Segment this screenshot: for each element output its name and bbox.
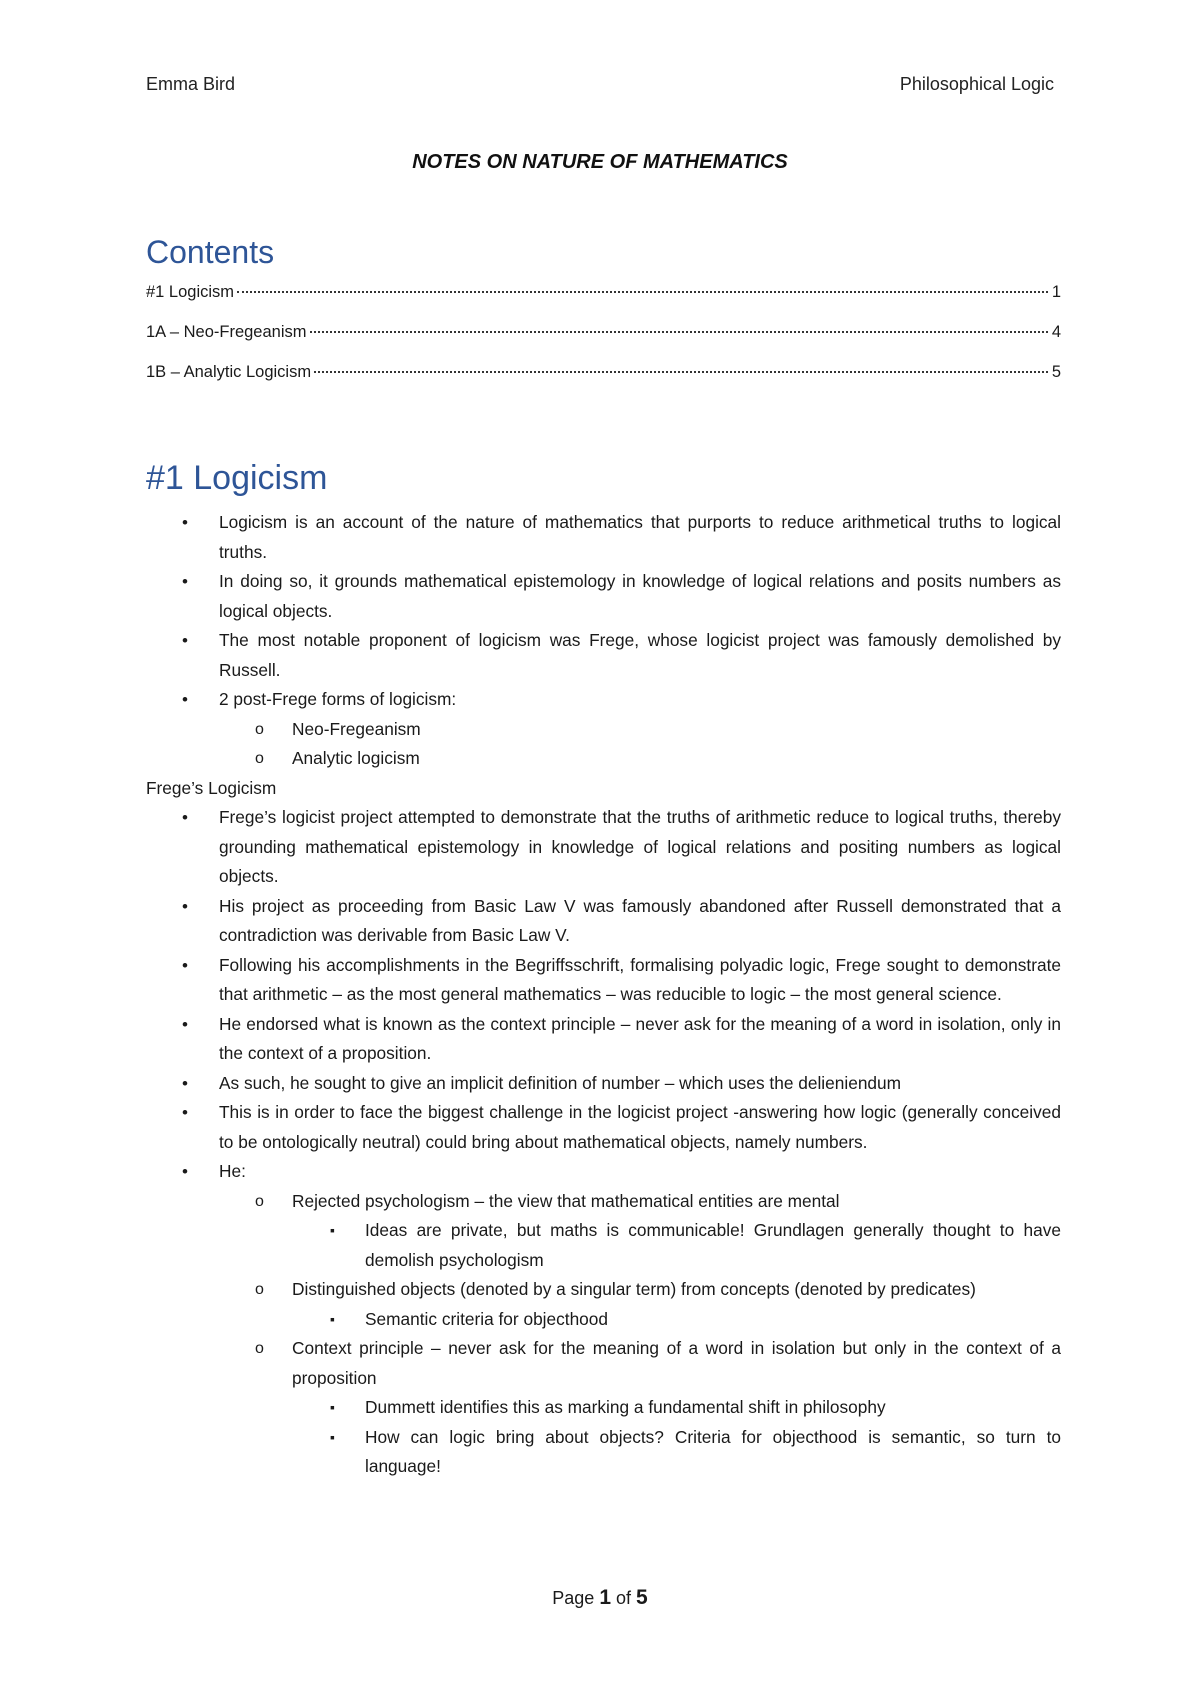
document-body [146, 232, 1061, 1482]
toc-leader-dots [237, 291, 1048, 293]
list-item: • The most notable proponent of logicism was Frege, whose logicist project was famously demolished by Russell. [146, 626, 1061, 685]
list-item: • Following his accomplishments in the Begriffsschrift, formalising polyadic logic, Frege sought to demonstrate that arithmetic – as the most general mathematics – was reducible to logic – the most general science. [146, 951, 1061, 1010]
list-item: • Logicism is an account of the nature of mathematics that purports to reduce arithmetical truths to logical truths. [146, 508, 1061, 567]
list-item [146, 685, 1061, 774]
list-item-text: Rejected psychologism – the view that mathematical entities are mental [292, 1190, 840, 1211]
list-item: ▪ How can logic bring about objects? Criteria for objecthood is semantic, so turn to language! [365, 1423, 1061, 1482]
list-item [292, 1275, 1061, 1334]
list-item-text: 2 post-Frege forms of logicism: [219, 689, 457, 709]
list-item: • As such, he sought to give an implicit definition of number – which uses the delieniendum [146, 1069, 1061, 1099]
nested-list [365, 1216, 1061, 1275]
list-item: • Frege’s logicist project attempted to demonstrate that the truths of arithmetic reduce to logical truths, thereby grounding mathematical epistemology in knowledge of logical relations and positing numbers as logical objects. [146, 803, 1061, 892]
footer-total-pages: 5 [636, 1586, 648, 1609]
list-item: • He endorsed what is known as the context principle – never ask for the meaning of a word in isolation, only in the context of a proposition. [146, 1010, 1061, 1069]
section-heading-logicism: #1 Logicism [146, 459, 328, 497]
he-sublist [292, 1187, 1061, 1482]
list-item-text: He: [219, 1161, 246, 1181]
frege-bullet-list [146, 803, 1061, 1482]
footer-current-page: 1 [599, 1586, 611, 1609]
page-footer [0, 1586, 1200, 1610]
header-course: Philosophical Logic [899, 74, 1054, 94]
toc-entry-analytic-logicism[interactable] [146, 360, 1061, 400]
toc-leader-dots [310, 331, 1049, 333]
list-item-text: Context principle – never ask for the meaning of a word in isolation but only in the context of a proposition [292, 1338, 1061, 1388]
list-item: ▪ Ideas are private, but maths is communicable! Grundlagen generally thought to have demolish psychologism [365, 1216, 1061, 1275]
toc-leader-dots [314, 371, 1048, 373]
page-header [146, 74, 1054, 95]
list-item [292, 1187, 1061, 1276]
list-item: o Analytic logicism [292, 744, 1061, 774]
toc-page-number: 5 [1051, 363, 1061, 381]
list-item-text: Distinguished objects (denoted by a singular term) from concepts (denoted by predicates) [292, 1279, 976, 1299]
nested-list [365, 1393, 1061, 1482]
toc-entry-label: #1 Logicism [146, 283, 235, 301]
footer-page-label: Page [552, 1588, 595, 1608]
toc-entry-logicism[interactable] [146, 280, 1061, 320]
toc-heading: Contents [146, 234, 275, 270]
toc-page-number: 4 [1051, 323, 1061, 341]
list-item: • This is in order to face the biggest challenge in the logicist project -answering how logic (generally conceived to be ontologically neutral) could bring about mathematical objects, namely numbers. [146, 1098, 1061, 1157]
list-item [146, 1157, 1061, 1482]
table-of-contents [146, 280, 1061, 400]
toc-entry-label: 1B – Analytic Logicism [146, 363, 312, 381]
list-item: ▪ Semantic criteria for objecthood [365, 1305, 1061, 1335]
toc-entry-label: 1A – Neo-Fregeanism [146, 323, 307, 341]
logicism-forms-list [292, 715, 1061, 774]
header-author: Emma Bird [146, 74, 236, 94]
list-item: o Neo-Fregeanism [292, 715, 1061, 745]
document-title: NOTES ON NATURE OF MATHEMATICS [412, 151, 788, 173]
list-item [292, 1334, 1061, 1482]
toc-page-number: 1 [1051, 283, 1061, 301]
logicism-bullet-list [146, 508, 1061, 774]
nested-list [365, 1305, 1061, 1335]
list-item: • His project as proceeding from Basic Law V was famously abandoned after Russell demonstrated that a contradiction was derivable from Basic Law V. [146, 892, 1061, 951]
list-item: ▪ Dummett identifies this as marking a fundamental shift in philosophy [365, 1393, 1061, 1423]
subheading-freges-logicism: Frege’s Logicism [146, 777, 277, 798]
footer-of-label: of [616, 1588, 632, 1608]
toc-entry-neo-fregeanism[interactable] [146, 320, 1061, 360]
list-item: • In doing so, it grounds mathematical epistemology in knowledge of logical relations and posits numbers as logical objects. [146, 567, 1061, 626]
